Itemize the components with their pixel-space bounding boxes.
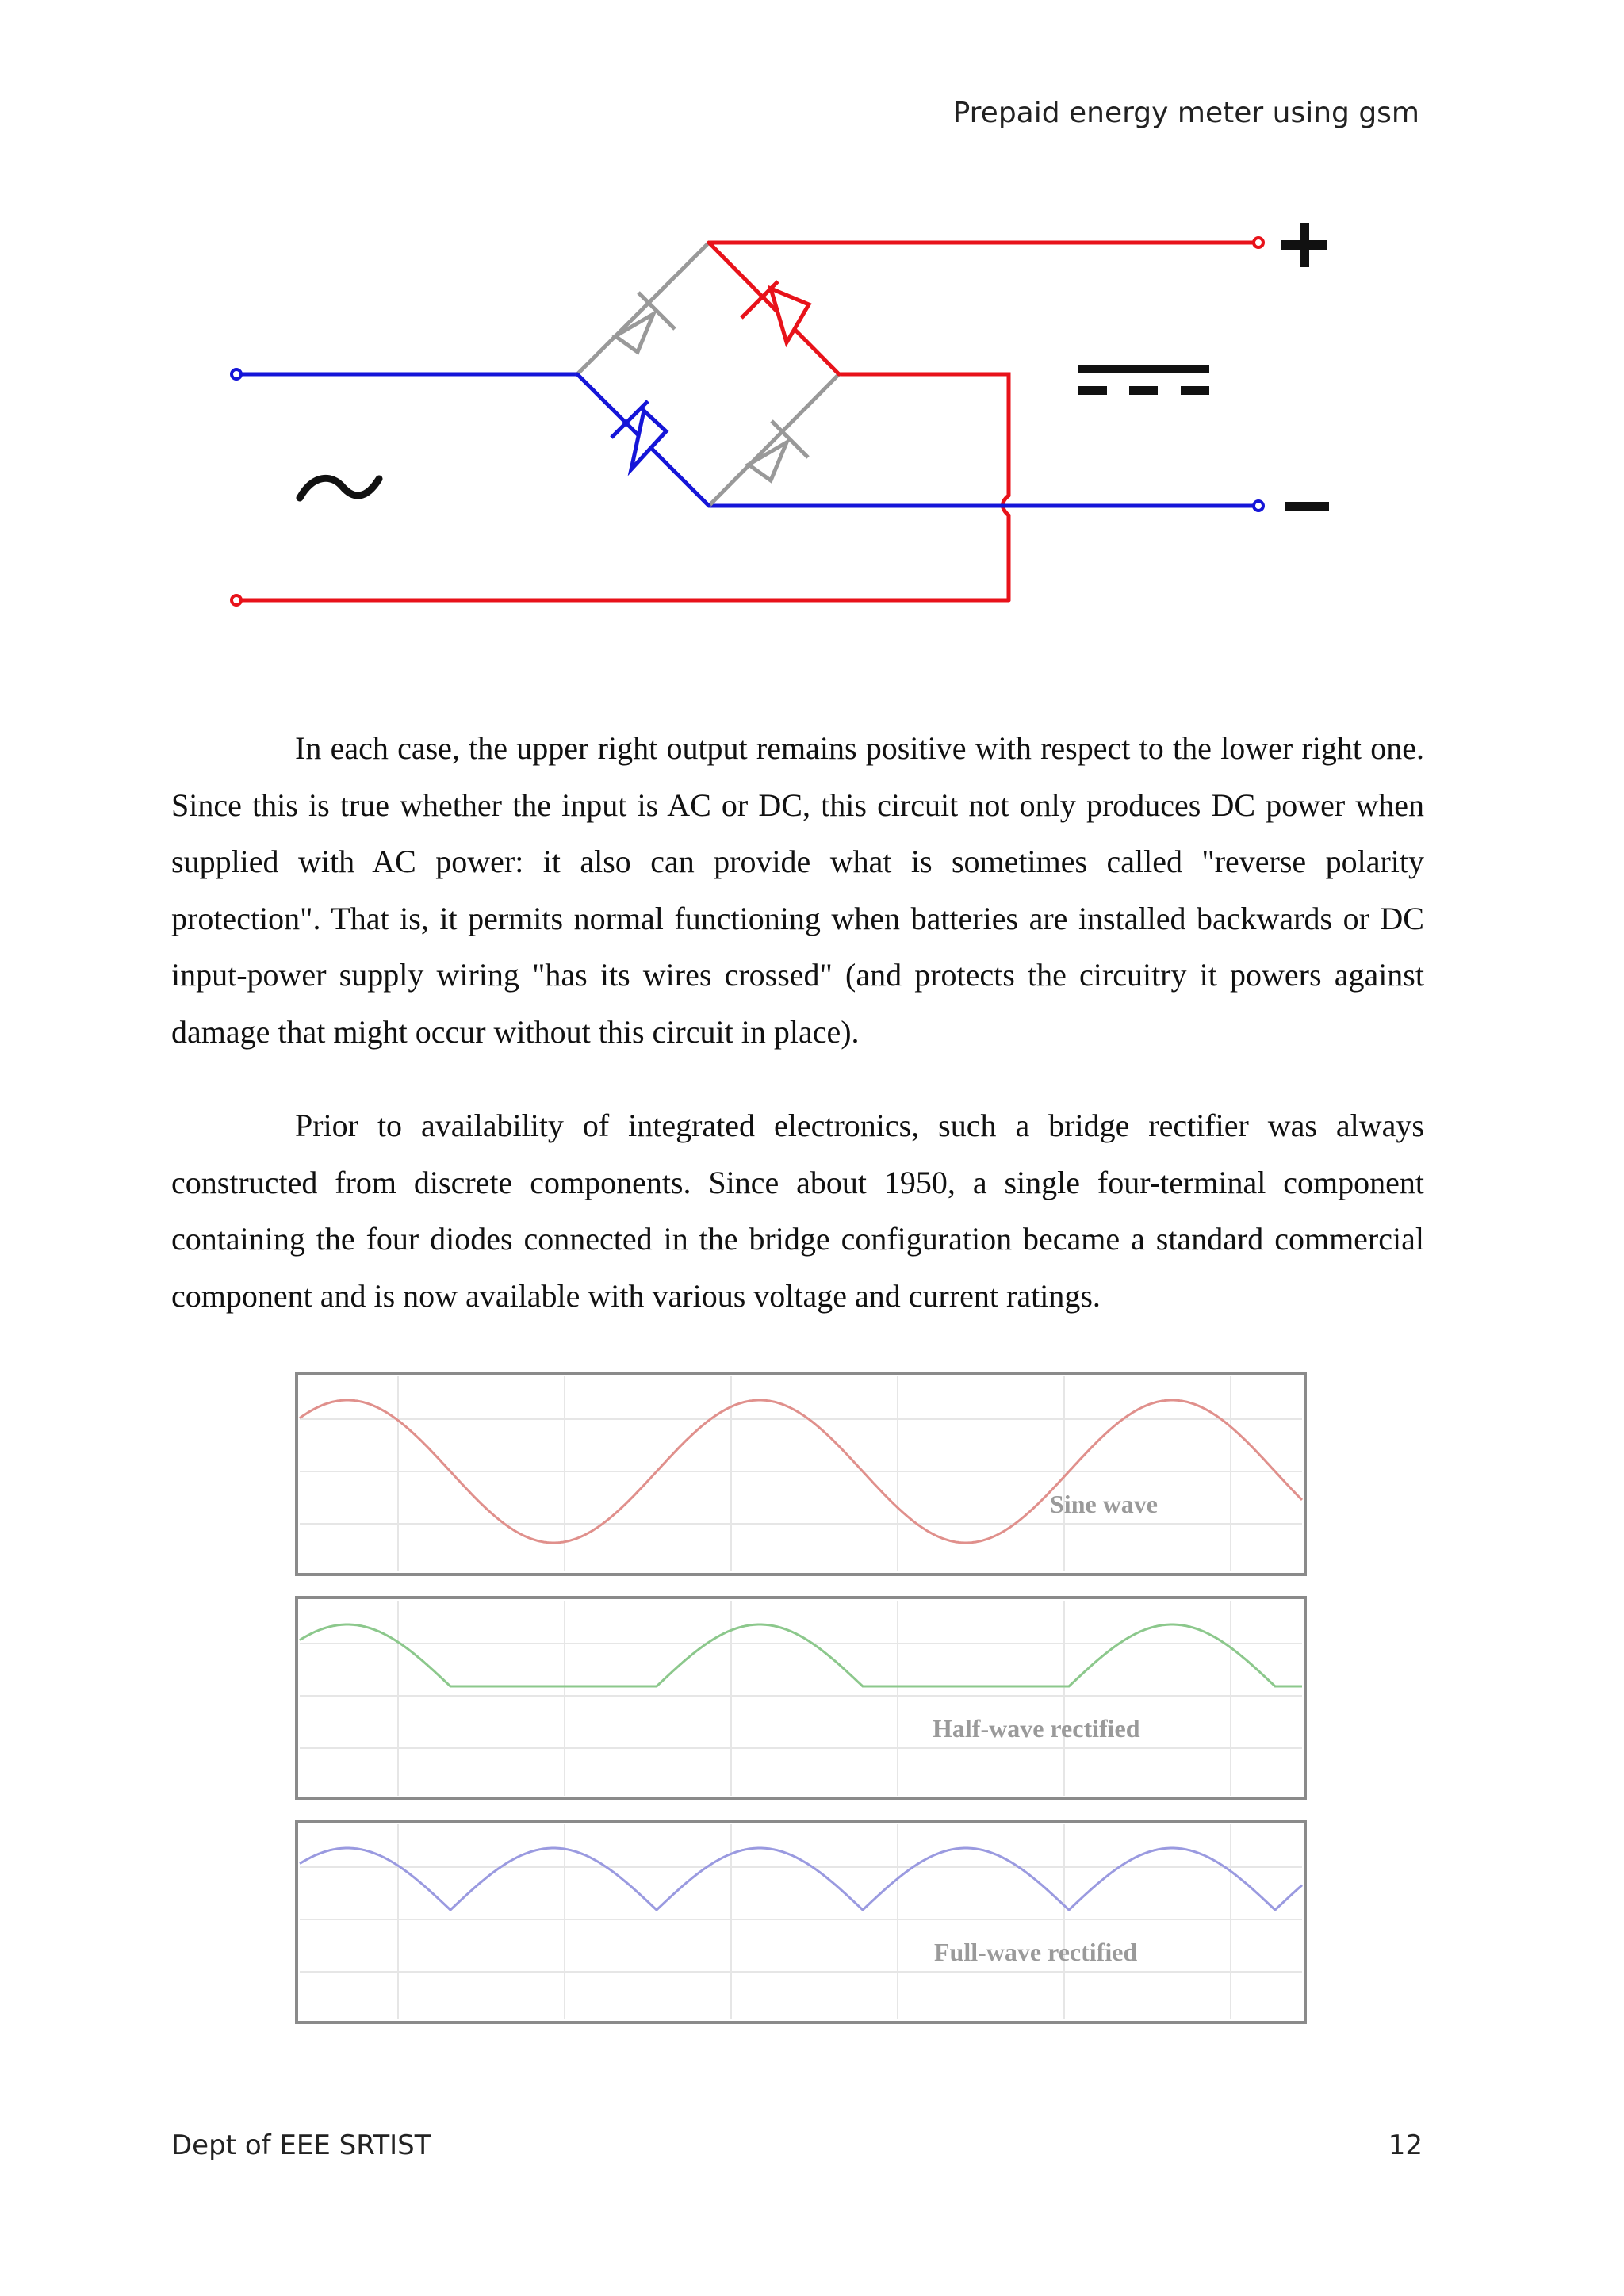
terminal-positive [1254, 238, 1263, 247]
wire-right-node-down [839, 374, 1009, 496]
terminal-ac-bottom [232, 595, 241, 605]
half-wave-panel [295, 1596, 1307, 1800]
bridge-arm-top-right [709, 243, 839, 374]
full-wave-label: Full-wave rectified [934, 1938, 1138, 1966]
page-number: 12 [1388, 2130, 1423, 2161]
bridge-rectifier-diagram [206, 206, 1380, 634]
terminal-negative [1254, 501, 1263, 511]
sine-wave-label: Sine wave [1050, 1490, 1158, 1518]
dc-symbol [1078, 365, 1209, 395]
bridge-arm-top-left [577, 243, 709, 374]
sine-wave-panel [295, 1372, 1307, 1576]
paragraph-bridge-history [171, 1097, 1424, 1324]
diode-top-left [615, 293, 675, 352]
ac-tilde-symbol [300, 478, 379, 498]
paragraph-2-text: Prior to availability of integrated electronics, such a bridge rectifier was always constructed from discrete components. Since about 1950, a single four-terminal component containing the four diodes connected in the bridge configuration became a standard commercial component and is now available with various voltage and current ratings. [171, 1108, 1424, 1314]
paragraph-reverse-polarity [171, 720, 1424, 1060]
diode-bottom-right [749, 421, 808, 480]
bridge-arm-bottom-right [709, 374, 839, 506]
footer-department: Dept of EEE SRTIST [171, 2130, 431, 2161]
terminal-ac-top [232, 369, 241, 379]
plus-symbol [1281, 223, 1327, 267]
page-header: Prepaid energy meter using gsm [952, 97, 1419, 129]
paragraph-1-text: In each case, the upper right output remains positive with respect to the lower right one. Since this is true whether the input is AC or DC, this circuit not only produces DC power when supplied with AC power: it also can provide what is sometimes called "reverse polarity protection". That is, it permits normal functioning when batteries are installed backwards or DC input-power supply wiring "has its wires crossed" (and protects the circuitry it powers against damage that might occur without this circuit in place). [171, 730, 1424, 1050]
half-wave-label: Half-wave rectified [933, 1714, 1140, 1743]
minus-symbol [1285, 502, 1329, 511]
full-wave-panel [295, 1820, 1307, 2024]
diode-bottom-left [611, 401, 666, 469]
